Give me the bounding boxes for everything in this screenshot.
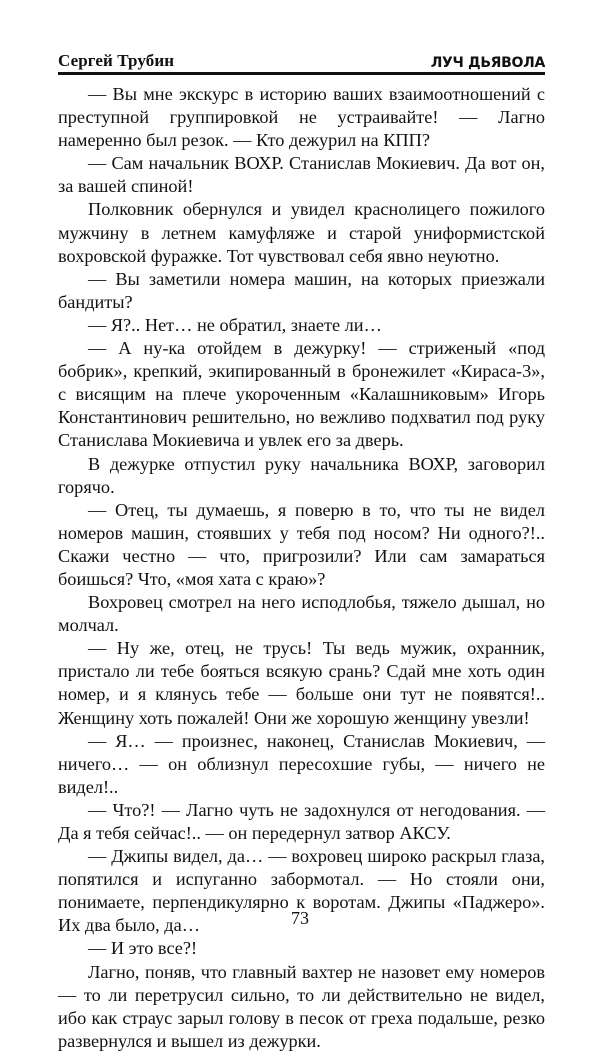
running-head xyxy=(58,44,545,75)
paragraph: — А ну-ка отойдем в дежурку! — стриженый «под бобрик», крепкий, экипированный в бронежилет «Кираса-3», с висящим на плече укороченным «Калашниковым» Игорь Константинович решительно, но вежливо подхватил под руку Станислава Мокиевича и увлек его за дверь. xyxy=(58,338,545,451)
page-number: 73 xyxy=(291,908,309,928)
book-title: ЛУЧ ДЬЯВОЛА xyxy=(430,55,545,71)
book-page xyxy=(58,44,545,1053)
paragraph: Полковник обернулся и увидел краснолицего пожилого мужчину в летнем камуфляже и старой униформистской вохровской фуражке. Тот чувствовал себя явно неуютно. xyxy=(58,199,545,266)
paragraph: — Вы мне экскурс в историю ваших взаимоотношений с преступной группировкой не устраивайте! — Лагно намеренно был резок. — Кто дежурил на КПП? xyxy=(58,84,545,151)
paragraph: — Ну же, отец, не трусь! Ты ведь мужик, охранник, пристало ли тебе бояться всякую срань? Сдай мне хоть один номер, и я клянусь тебе — больше они тут не появятся!.. Женщину хоть пожалей! Они же хорошую женщину увезли! xyxy=(58,638,545,728)
paragraph: — Отец, ты думаешь, я поверю в то, что ты не видел номеров машин, стоявших у тебя под носом? Ни одного?!.. Скажи честно — что, пригрозили? Или сам замараться боишься? Что, «моя хата с краю»? xyxy=(58,499,545,589)
paragraph: — Я… — произнес, наконец, Станислав Мокиевич, — ничего… — он облизнул пересохшие губы, — ничего не видел!.. xyxy=(58,730,545,797)
paragraph: Вохровец смотрел на него исподлобья, тяжело дышал, но молчал. xyxy=(58,592,545,636)
paragraph: — Что?! — Лагно чуть не задохнулся от негодования. — Да я тебя сейчас!.. — он передернул затвор АКСУ. xyxy=(58,799,545,843)
paragraph: В дежурке отпустил руку начальника ВОХР, заговорил горячо. xyxy=(58,453,545,497)
paragraph: — Джипы видел, да… — вохровец широко раскрыл глаза, попятился и испуганно забормотал. — Но стояли они, понимаете, перпендикулярно к воротам. Джипы «Паджеро». Их два было, да… xyxy=(58,846,545,936)
paragraph: — Вы заметили номера машин, на которых приезжали бандиты? xyxy=(58,268,545,312)
author-name: Сергей Трубин xyxy=(58,51,175,70)
paragraph: — Я?.. Нет… не обратил, знаете ли… xyxy=(88,314,382,335)
paragraph: — Сам начальник ВОХР. Станислав Мокиевич. Да вот он, за вашей спиной! xyxy=(58,153,545,197)
paragraph: — И это все?! xyxy=(88,938,198,959)
paragraph: Лагно, поняв, что главный вахтер не назовет ему номеров — то ли перетрусил сильно, то ли действительно не видел, ибо как страус зарыл голову в песок от греха подальше, резко развернулся и вышел из дежурки. xyxy=(58,961,545,1051)
